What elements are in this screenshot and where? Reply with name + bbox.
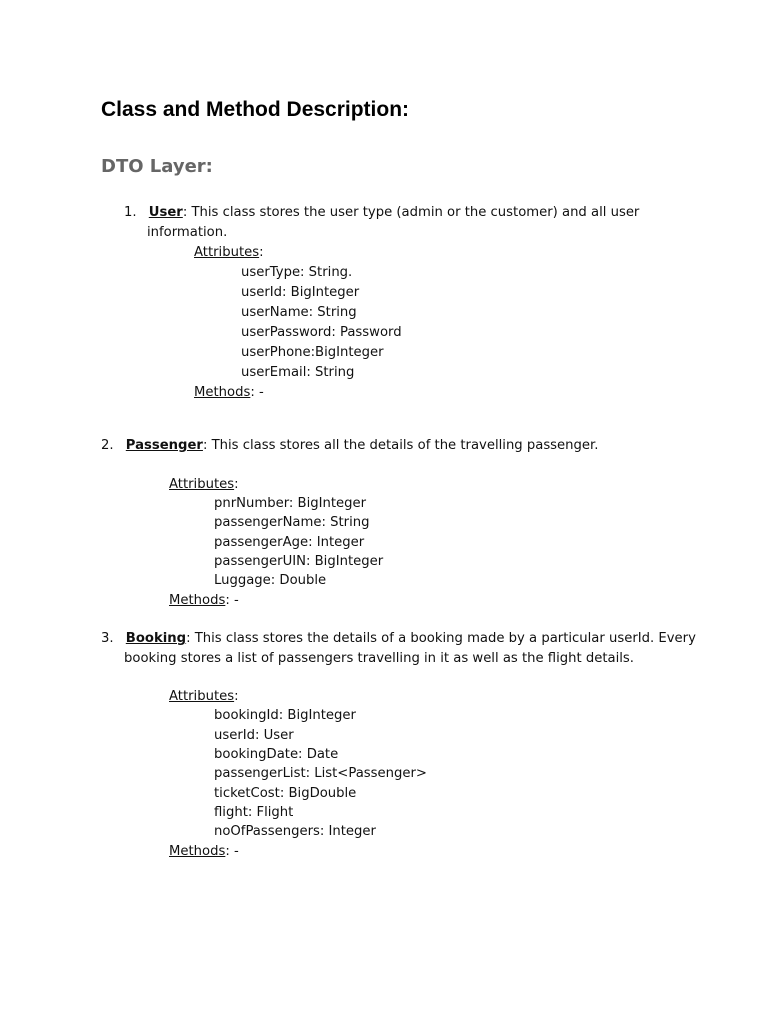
class-description-line [101, 629, 696, 649]
attribute-item: flight: Flight [214, 805, 294, 820]
section-heading-dto-layer: DTO Layer: [101, 156, 213, 177]
methods-label: Methods: - [194, 385, 264, 400]
attribute-item: noOfPassengers: Integer [214, 824, 376, 839]
methods-label: Methods: - [169, 844, 239, 859]
list-number: 2. [101, 438, 114, 453]
class-name: User [148, 205, 183, 220]
attribute-item: passengerAge: Integer [214, 535, 365, 550]
attribute-item: userName: String [241, 305, 357, 320]
attribute-item: bookingId: BigInteger [214, 708, 356, 723]
attribute-item: ticketCost: BigDouble [214, 786, 357, 801]
class-description-line [124, 203, 639, 223]
methods-label: Methods: - [169, 593, 239, 608]
attribute-item: passengerUIN: BigInteger [214, 554, 384, 569]
attributes-label: Attributes: [169, 689, 239, 704]
attribute-item: passengerName: String [214, 515, 370, 530]
class-description: : This class stores all the details of the travelling passenger. [202, 438, 599, 453]
class-description-continued: information. [147, 225, 228, 240]
list-number: 1. [124, 205, 137, 220]
attribute-item: userPassword: Password [241, 325, 402, 340]
attribute-item: passengerList: List<Passenger> [214, 766, 427, 781]
attribute-item: userEmail: String [241, 365, 355, 380]
attribute-item: userId: BigInteger [241, 285, 360, 300]
attribute-item: userPhone:BigInteger [241, 345, 384, 360]
attribute-item: userId: User [214, 728, 294, 743]
class-description-line [101, 436, 598, 456]
attributes-label: Attributes: [194, 245, 264, 260]
class-description-continued: booking stores a list of passengers travelling in it as well as the flight details. [124, 651, 634, 666]
class-description: : This class stores the details of a booking made by a particular userId. Every [186, 631, 696, 646]
page-title: Class and Method Description: [101, 98, 410, 121]
class-name: Passenger [125, 438, 203, 453]
attributes-label: Attributes: [169, 477, 239, 492]
attribute-item: userType: String. [241, 265, 353, 280]
class-description: : This class stores the user type (admin or the customer) and all user [182, 205, 640, 220]
attribute-item: pnrNumber: BigInteger [214, 496, 367, 511]
class-name: Booking [125, 631, 187, 646]
attribute-item: Luggage: Double [214, 573, 327, 588]
list-number: 3. [101, 631, 114, 646]
attribute-item: bookingDate: Date [214, 747, 339, 762]
